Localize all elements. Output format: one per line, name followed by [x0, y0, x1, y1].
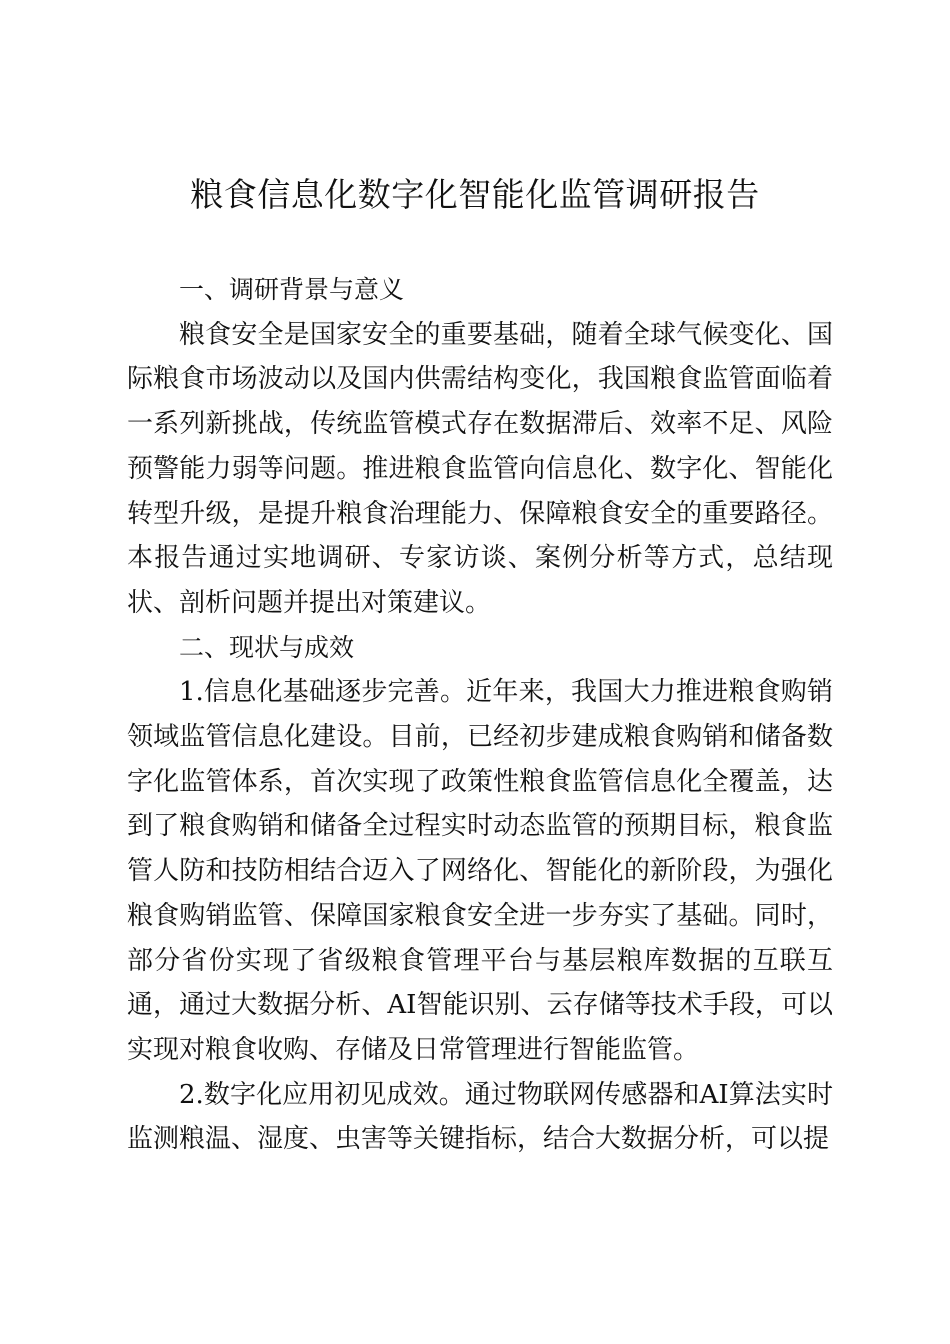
section-heading-background: 一、调研背景与意义: [179, 275, 405, 304]
document-title: 粮食信息化数字化智能化监管调研报告: [190, 175, 760, 214]
paragraph-background: 粮食安全是国家安全的重要基础，随着全球气候变化、国际粮食市场波动以及国内供需结构变化，我国粮食监管面临着一系列新挑战，传统监管模式存在数据滞后、效率不足、风险预警能力弱等问题。推进粮食监管向信息化、数字化、智能化转型升级，是提升粮食治理能力、保障粮食安全的重要路径。本报告通过实地调研、专家访谈、案例分析等方式，总结现状、剖析问题并提出对策建议。: [127, 319, 833, 618]
section-heading-status: 二、现状与成效: [179, 632, 355, 662]
paragraph-informatization: 1.信息化基础逐步完善。近年来，我国大力推进粮食购销领域监管信息化建设。目前，已经初步建成粮食购销和储备数字化监管体系，首次实现了政策性粮食监管信息化全覆盖，达到了粮食购销和储备全过程实时动态监管的预期目标，粮食监管人防和技防相结合迈入了网络化、智能化的新阶段，为强化粮食购销监管、保障国家粮食安全进一步夯实了基础。同时，部分省份实现了省级粮食管理平台与基层粮库数据的互联互通，通过大数据分析、AI智能识别、云存储等技术手段，可以实现对粮食收购、存储及日常管理进行智能监管。: [127, 677, 833, 1065]
paragraph-digitalization: 2.数字化应用初见成效。通过物联网传感器和AI算法实时监测粮温、湿度、虫害等关键指标，结合大数据分析，可以提: [127, 1079, 833, 1155]
document-body: [127, 268, 833, 1162]
